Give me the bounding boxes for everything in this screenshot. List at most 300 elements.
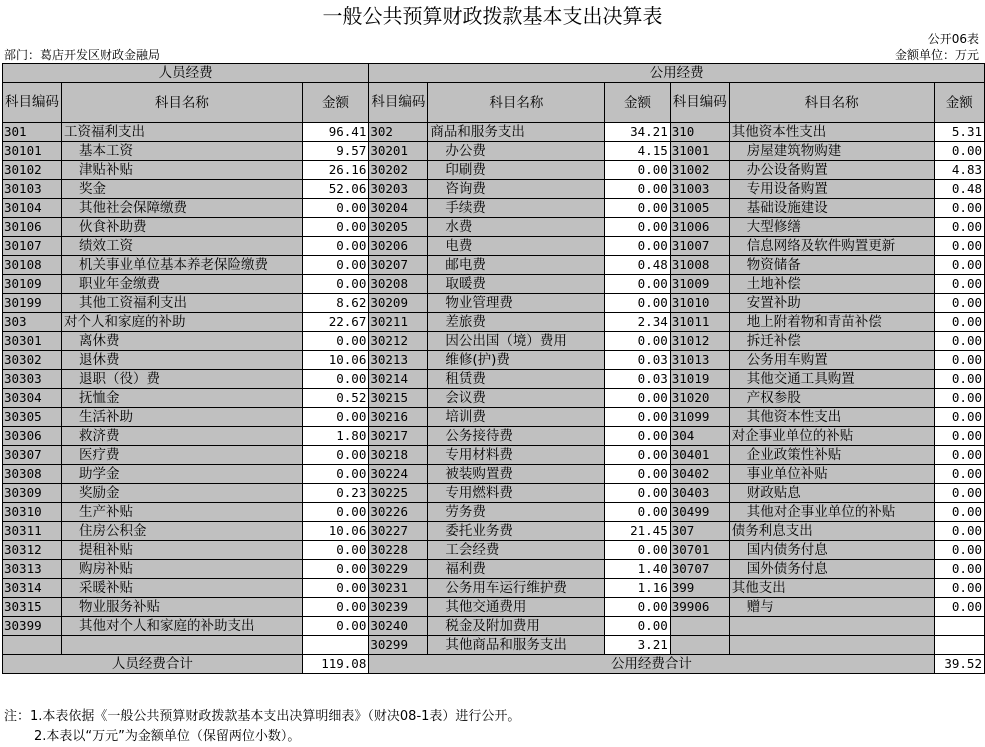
subject-code: 30311	[3, 522, 62, 541]
subject-name: 职业年金缴费	[62, 275, 303, 294]
personnel-total-label: 人员经费合计	[3, 655, 303, 674]
subject-code	[670, 617, 729, 636]
subject-code: 30310	[3, 503, 62, 522]
subject-name: 其他资本性支出	[729, 123, 934, 142]
subject-code: 302	[369, 123, 428, 142]
amount: 2.34	[605, 313, 670, 332]
amount: 0.00	[302, 541, 369, 560]
amount: 0.00	[605, 598, 670, 617]
amount: 0.00	[605, 180, 670, 199]
table-row	[3, 503, 985, 522]
expenditure-table	[2, 63, 985, 674]
amount: 0.00	[605, 408, 670, 427]
unit-label: 金额单位：万元	[894, 48, 979, 62]
subject-name: 地上附着物和青苗补偿	[729, 313, 934, 332]
subject-code: 30499	[670, 503, 729, 522]
amount: 0.23	[302, 484, 369, 503]
amount	[302, 636, 369, 655]
subject-code: 307	[670, 522, 729, 541]
subject-name: 其他交通费用	[428, 598, 605, 617]
subject-code: 30108	[3, 256, 62, 275]
personnel-header: 人员经费	[3, 64, 369, 83]
amount: 0.00	[934, 294, 984, 313]
amount: 0.48	[605, 256, 670, 275]
amount: 3.21	[605, 636, 670, 655]
subject-name: 其他资本性支出	[729, 408, 934, 427]
subject-code: 30305	[3, 408, 62, 427]
subject-code: 31008	[670, 256, 729, 275]
subject-code: 30228	[369, 541, 428, 560]
subject-code: 30312	[3, 541, 62, 560]
amount: 0.00	[302, 503, 369, 522]
subject-code: 31010	[670, 294, 729, 313]
subject-code: 31012	[670, 332, 729, 351]
amount: 0.00	[934, 370, 984, 389]
table-row	[3, 180, 985, 199]
amount	[934, 617, 984, 636]
table-row	[3, 579, 985, 598]
subject-name: 安置补助	[729, 294, 934, 313]
amount: 1.40	[605, 560, 670, 579]
amount: 0.00	[605, 617, 670, 636]
amount: 0.00	[605, 484, 670, 503]
subject-code: 30231	[369, 579, 428, 598]
subject-code: 30215	[369, 389, 428, 408]
subject-name: 国内债务付息	[729, 541, 934, 560]
col-name-header: 科目名称	[62, 83, 303, 123]
subject-name: 专用设备购置	[729, 180, 934, 199]
subject-code: 30102	[3, 161, 62, 180]
subject-code: 30204	[369, 199, 428, 218]
subject-code: 30302	[3, 351, 62, 370]
amount: 9.57	[302, 142, 369, 161]
subject-name: 大型修缮	[729, 218, 934, 237]
subject-code: 301	[3, 123, 62, 142]
subject-code: 30208	[369, 275, 428, 294]
subject-code: 39906	[670, 598, 729, 617]
subject-code: 30199	[3, 294, 62, 313]
subject-name: 被装购置费	[428, 465, 605, 484]
amount: 0.00	[605, 541, 670, 560]
amount: 1.16	[605, 579, 670, 598]
subject-name: 企业政策性补贴	[729, 446, 934, 465]
amount: 0.48	[934, 180, 984, 199]
subject-name: 生活补助	[62, 408, 303, 427]
subject-code: 30207	[369, 256, 428, 275]
public-header: 公用经费	[369, 64, 985, 83]
subject-name: 住房公积金	[62, 522, 303, 541]
subject-code: 31003	[670, 180, 729, 199]
amount: 0.00	[934, 446, 984, 465]
subject-code: 30205	[369, 218, 428, 237]
amount: 21.45	[605, 522, 670, 541]
amount: 0.00	[934, 142, 984, 161]
amount: 0.00	[934, 218, 984, 237]
subject-name: 事业单位补贴	[729, 465, 934, 484]
subject-code: 30299	[369, 636, 428, 655]
subject-name: 产权参股	[729, 389, 934, 408]
table-row	[3, 522, 985, 541]
subject-name: 绩效工资	[62, 237, 303, 256]
amount: 5.31	[934, 123, 984, 142]
subject-name: 工资福利支出	[62, 123, 303, 142]
subject-name: 公务用车购置	[729, 351, 934, 370]
table-row	[3, 256, 985, 275]
amount: 0.00	[934, 351, 984, 370]
subject-code: 30314	[3, 579, 62, 598]
subject-name: 其他商品和服务支出	[428, 636, 605, 655]
subject-code	[3, 636, 62, 655]
amount: 0.00	[605, 389, 670, 408]
amount: 0.00	[605, 237, 670, 256]
subject-name	[729, 636, 934, 655]
amount: 0.00	[302, 598, 369, 617]
subject-name: 水费	[428, 218, 605, 237]
amount: 0.00	[934, 408, 984, 427]
subject-name: 财政贴息	[729, 484, 934, 503]
table-row	[3, 427, 985, 446]
subject-code: 31099	[670, 408, 729, 427]
table-row	[3, 541, 985, 560]
subject-name: 拆迁补偿	[729, 332, 934, 351]
subject-code: 30214	[369, 370, 428, 389]
amount: 0.00	[302, 218, 369, 237]
subject-code: 31006	[670, 218, 729, 237]
col-code-header: 科目编码	[3, 83, 62, 123]
amount: 0.00	[302, 256, 369, 275]
subject-code: 30209	[369, 294, 428, 313]
subject-name: 退职（役）费	[62, 370, 303, 389]
subject-code: 30203	[369, 180, 428, 199]
table-row	[3, 294, 985, 313]
amount: 0.00	[934, 275, 984, 294]
amount: 0.00	[605, 465, 670, 484]
amount: 0.00	[605, 294, 670, 313]
subject-name: 办公费	[428, 142, 605, 161]
amount: 0.00	[302, 408, 369, 427]
col-name-header: 科目名称	[729, 83, 934, 123]
subject-name: 国外债务付息	[729, 560, 934, 579]
subject-code: 30213	[369, 351, 428, 370]
public-total-value: 39.52	[934, 655, 984, 674]
col-amount-header: 金额	[934, 83, 984, 123]
subject-name: 税金及附加费用	[428, 617, 605, 636]
table-row	[3, 142, 985, 161]
subject-code: 30107	[3, 237, 62, 256]
subject-code: 31002	[670, 161, 729, 180]
amount: 0.00	[934, 522, 984, 541]
amount: 0.00	[605, 275, 670, 294]
amount: 0.00	[302, 237, 369, 256]
col-code-header: 科目编码	[369, 83, 428, 123]
subject-name: 其他工资福利支出	[62, 294, 303, 313]
subject-code: 30308	[3, 465, 62, 484]
amount: 0.00	[605, 427, 670, 446]
subject-name: 培训费	[428, 408, 605, 427]
subject-code: 30225	[369, 484, 428, 503]
subject-code: 31019	[670, 370, 729, 389]
subject-name: 维修(护)费	[428, 351, 605, 370]
subject-name: 委托业务费	[428, 522, 605, 541]
page-title: 一般公共预算财政拨款基本支出决算表	[322, 4, 663, 28]
amount: 0.00	[302, 332, 369, 351]
amount: 0.00	[605, 503, 670, 522]
amount: 0.00	[605, 446, 670, 465]
table-row	[3, 275, 985, 294]
subject-name: 物资储备	[729, 256, 934, 275]
table-row	[3, 218, 985, 237]
subject-name: 退休费	[62, 351, 303, 370]
subject-code: 399	[670, 579, 729, 598]
subject-name: 抚恤金	[62, 389, 303, 408]
amount: 0.00	[934, 579, 984, 598]
amount: 0.00	[302, 275, 369, 294]
subject-code: 31013	[670, 351, 729, 370]
table-row	[3, 332, 985, 351]
amount: 0.00	[934, 560, 984, 579]
subject-name: 购房补贴	[62, 560, 303, 579]
subject-name: 其他对企事业单位的补贴	[729, 503, 934, 522]
table-number: 公开06表	[927, 32, 979, 46]
subject-name: 对个人和家庭的补助	[62, 313, 303, 332]
amount: 10.06	[302, 522, 369, 541]
subject-code: 30216	[369, 408, 428, 427]
amount: 8.62	[302, 294, 369, 313]
amount: 0.52	[302, 389, 369, 408]
table-row	[3, 123, 985, 142]
public-total-label: 公用经费合计	[369, 655, 934, 674]
subject-name: 机关事业单位基本养老保险缴费	[62, 256, 303, 275]
subject-code: 31020	[670, 389, 729, 408]
subject-code: 30239	[369, 598, 428, 617]
table-row	[3, 313, 985, 332]
subject-name: 商品和服务支出	[428, 123, 605, 142]
subject-name: 会议费	[428, 389, 605, 408]
amount: 0.00	[302, 579, 369, 598]
subject-code	[670, 636, 729, 655]
amount: 0.00	[934, 389, 984, 408]
subject-name: 电费	[428, 237, 605, 256]
subject-code: 30217	[369, 427, 428, 446]
subject-code: 30109	[3, 275, 62, 294]
subject-code: 30226	[369, 503, 428, 522]
amount: 0.00	[302, 560, 369, 579]
table-row	[3, 370, 985, 389]
table-row	[3, 351, 985, 370]
subject-code: 31001	[670, 142, 729, 161]
subject-code: 30707	[670, 560, 729, 579]
amount: 0.00	[934, 484, 984, 503]
amount: 0.00	[934, 598, 984, 617]
subject-name: 工会经费	[428, 541, 605, 560]
col-name-header: 科目名称	[428, 83, 605, 123]
subject-name: 采暖补贴	[62, 579, 303, 598]
amount: 0.00	[934, 427, 984, 446]
subject-code: 310	[670, 123, 729, 142]
subject-name: 物业服务补贴	[62, 598, 303, 617]
amount: 0.00	[934, 313, 984, 332]
amount: 1.80	[302, 427, 369, 446]
table-row	[3, 636, 985, 655]
subject-code: 30701	[670, 541, 729, 560]
subject-code: 30313	[3, 560, 62, 579]
subject-name: 其他交通工具购置	[729, 370, 934, 389]
amount: 0.00	[302, 465, 369, 484]
subject-name: 基本工资	[62, 142, 303, 161]
subject-name: 信息网络及软件购置更新	[729, 237, 934, 256]
subject-code: 31011	[670, 313, 729, 332]
amount: 0.00	[605, 218, 670, 237]
subject-code: 30303	[3, 370, 62, 389]
amount: 0.00	[605, 161, 670, 180]
subject-code: 31007	[670, 237, 729, 256]
col-code-header: 科目编码	[670, 83, 729, 123]
subject-name: 邮电费	[428, 256, 605, 275]
table-row	[3, 484, 985, 503]
amount: 0.00	[934, 503, 984, 522]
amount: 0.00	[934, 199, 984, 218]
amount: 0.03	[605, 370, 670, 389]
amount: 0.00	[934, 465, 984, 484]
subject-code: 30202	[369, 161, 428, 180]
subject-code: 30212	[369, 332, 428, 351]
subject-code: 30229	[369, 560, 428, 579]
subject-name: 奖金	[62, 180, 303, 199]
subject-name: 公务接待费	[428, 427, 605, 446]
table-row	[3, 199, 985, 218]
amount: 26.16	[302, 161, 369, 180]
subject-name: 伙食补助费	[62, 218, 303, 237]
subject-code: 30240	[369, 617, 428, 636]
subject-name: 助学金	[62, 465, 303, 484]
subject-name: 福利费	[428, 560, 605, 579]
subject-name: 咨询费	[428, 180, 605, 199]
amount: 0.00	[934, 332, 984, 351]
amount: 4.83	[934, 161, 984, 180]
amount: 0.03	[605, 351, 670, 370]
subject-code: 30401	[670, 446, 729, 465]
subject-code: 30101	[3, 142, 62, 161]
col-amount-header: 金额	[605, 83, 670, 123]
amount	[934, 636, 984, 655]
subject-code: 30103	[3, 180, 62, 199]
amount: 0.00	[605, 199, 670, 218]
amount: 0.00	[302, 617, 369, 636]
table-row	[3, 389, 985, 408]
subject-code: 30201	[369, 142, 428, 161]
subject-name: 救济费	[62, 427, 303, 446]
table-row	[3, 237, 985, 256]
subject-name: 提租补贴	[62, 541, 303, 560]
subject-code: 303	[3, 313, 62, 332]
table-row	[3, 446, 985, 465]
subject-name: 对企事业单位的补贴	[729, 427, 934, 446]
subject-code: 30399	[3, 617, 62, 636]
table-row	[3, 465, 985, 484]
col-amount-header: 金额	[302, 83, 369, 123]
subject-code: 30403	[670, 484, 729, 503]
subject-code: 31009	[670, 275, 729, 294]
subject-name: 其他支出	[729, 579, 934, 598]
subject-code: 30211	[369, 313, 428, 332]
subject-name: 手续费	[428, 199, 605, 218]
subject-code: 30301	[3, 332, 62, 351]
note-line: 2.本表以“万元”为金额单位（保留两位小数）。	[34, 729, 301, 744]
subject-code: 30304	[3, 389, 62, 408]
subject-code: 304	[670, 427, 729, 446]
subject-code: 30306	[3, 427, 62, 446]
amount: 10.06	[302, 351, 369, 370]
notes	[4, 707, 520, 747]
subject-name: 基础设施建设	[729, 199, 934, 218]
amount: 96.41	[302, 123, 369, 142]
subject-name: 物业管理费	[428, 294, 605, 313]
personnel-total-value: 119.08	[302, 655, 369, 674]
subject-name: 赠与	[729, 598, 934, 617]
table-row	[3, 560, 985, 579]
subject-name: 印刷费	[428, 161, 605, 180]
subject-code: 30227	[369, 522, 428, 541]
table-row	[3, 598, 985, 617]
subject-name: 土地补偿	[729, 275, 934, 294]
subject-name: 债务利息支出	[729, 522, 934, 541]
subject-code: 30315	[3, 598, 62, 617]
note-line: 注：1.本表依据《一般公共预算财政拨款基本支出决算明细表》（财决08-1表）进行公开。	[4, 709, 521, 724]
subject-code: 30402	[670, 465, 729, 484]
amount: 22.67	[302, 313, 369, 332]
subject-name: 房屋建筑物购建	[729, 142, 934, 161]
subject-name: 奖励金	[62, 484, 303, 503]
subject-name: 办公设备购置	[729, 161, 934, 180]
subject-name: 离休费	[62, 332, 303, 351]
subject-code: 30307	[3, 446, 62, 465]
subject-code: 30106	[3, 218, 62, 237]
amount: 0.00	[934, 237, 984, 256]
subject-code: 30218	[369, 446, 428, 465]
amount: 34.21	[605, 123, 670, 142]
amount: 0.00	[302, 446, 369, 465]
amount: 4.15	[605, 142, 670, 161]
subject-code: 30104	[3, 199, 62, 218]
subject-name: 专用燃料费	[428, 484, 605, 503]
subject-code: 30206	[369, 237, 428, 256]
amount: 0.00	[302, 370, 369, 389]
subject-name: 劳务费	[428, 503, 605, 522]
subject-name: 租赁费	[428, 370, 605, 389]
subject-name: 差旅费	[428, 313, 605, 332]
subject-name: 因公出国（境）费用	[428, 332, 605, 351]
subject-name: 津贴补贴	[62, 161, 303, 180]
subject-name: 公务用车运行维护费	[428, 579, 605, 598]
department-label: 部门：葛店开发区财政金融局	[4, 48, 161, 62]
table-row	[3, 617, 985, 636]
subject-name	[729, 617, 934, 636]
subject-name: 专用材料费	[428, 446, 605, 465]
subject-name: 其他对个人和家庭的补助支出	[62, 617, 303, 636]
subject-name	[62, 636, 303, 655]
amount: 0.00	[605, 332, 670, 351]
subject-code: 30309	[3, 484, 62, 503]
subject-name: 医疗费	[62, 446, 303, 465]
subject-code: 31005	[670, 199, 729, 218]
subject-code: 30224	[369, 465, 428, 484]
table-row	[3, 161, 985, 180]
subject-name: 生产补贴	[62, 503, 303, 522]
amount: 0.00	[302, 199, 369, 218]
amount: 0.00	[934, 541, 984, 560]
table-row	[3, 408, 985, 427]
amount: 0.00	[934, 256, 984, 275]
